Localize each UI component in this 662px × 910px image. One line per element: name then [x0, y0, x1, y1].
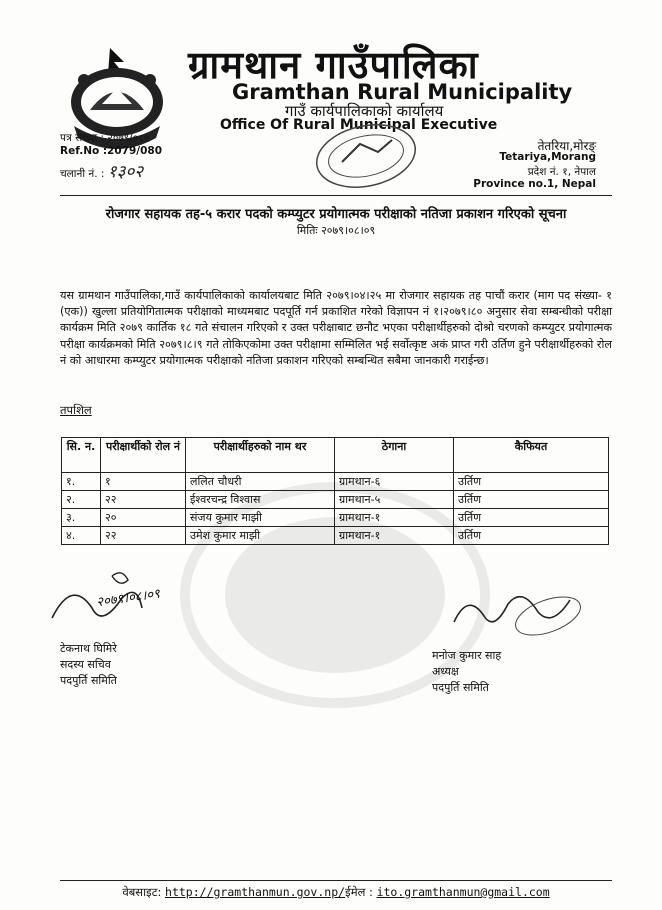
cell-address: ग्रामथान-६	[335, 473, 454, 491]
details-heading: तपशिल	[60, 403, 92, 417]
province-english: Province no.1, Nepal	[473, 178, 596, 190]
website-label: वेबसाइट:	[122, 885, 162, 899]
dispatch-number-handwritten: १३०२	[107, 162, 144, 182]
office-name-nepali: गाउँ कार्यपालिकाको कार्यालय	[285, 102, 444, 120]
footer-contact	[60, 885, 612, 900]
dispatch-number	[60, 159, 143, 182]
left-signatory-committee: पदपुर्ति समिति	[60, 674, 117, 687]
notice-subject: रोजगार सहायक तह-५ करार पदको कम्प्युटर प्रयोगात्मक परीक्षाको नतिजा प्रकाशन गरिएको सूचना	[105, 207, 567, 222]
province-nepali: प्रदेश नं. १, नेपाल	[527, 166, 596, 178]
reference-number: Ref.No :2079/080	[60, 145, 163, 157]
cell-serial: ४.	[62, 527, 101, 545]
column-header-name: परीक्षार्थीहरुको नाम थर	[186, 438, 335, 473]
left-signature-date: २०७९।०८।०९	[95, 586, 161, 611]
cell-serial: १.	[62, 473, 101, 491]
cell-remarks: उर्तिण	[454, 491, 609, 509]
cell-name: उमेश कुमार माझी	[186, 527, 335, 545]
municipality-name-nepali: ग्रामथान गाउँपालिका	[188, 42, 479, 87]
letter-number: पत्र संख्या : २०७९/०८०	[60, 132, 150, 144]
cell-serial: २.	[62, 491, 101, 509]
right-signatory-name: मनोज कुमार साह	[432, 649, 502, 662]
cell-remarks: उर्तिण	[454, 509, 609, 527]
right-signatory-committee: पदपुर्ति समिति	[432, 681, 489, 694]
address-english: Tetariya,Morang	[499, 151, 596, 163]
table-header-row	[62, 438, 609, 473]
right-signatory	[432, 648, 501, 696]
right-signature-scribble	[448, 582, 588, 646]
address-nepali: तेतरिया,मोरङ्	[537, 139, 596, 153]
table-row	[62, 473, 609, 491]
header-divider	[60, 195, 612, 196]
cell-remarks: उर्तिण	[454, 473, 609, 491]
email-label: ईमेल :	[345, 885, 373, 899]
dispatch-label: चलानी नं. :	[60, 168, 105, 180]
cell-roll: १	[101, 473, 186, 491]
office-stamp	[312, 122, 420, 190]
cell-roll: २२	[101, 491, 186, 509]
cell-name: ललित चौधरी	[186, 473, 335, 491]
notice-date: मितिः २०७९।०८।०९	[296, 224, 376, 237]
cell-roll: २२	[101, 527, 186, 545]
left-signatory-name: टेकनाथ घिमिरे	[60, 642, 117, 655]
office-name-english: Office Of Rural Municipal Executive	[220, 117, 498, 133]
municipality-name-english: Gramthan Rural Municipality	[232, 80, 573, 104]
cell-name: ईश्वरचन्द्र विश्वास	[186, 491, 335, 509]
cell-serial: ३.	[62, 509, 101, 527]
notice-body: यस ग्रामथान गाउँपालिका,गाउँ कार्यपालिकाको कार्यालयबाट मिति २०७९।०४।२५ मा रोजगार सहायक तह पाचौं करार (माग पद संख्या- १ (एक)) खुल्ला प्रतियोगितात्मक परीक्षाको माध्यमबाट पदपूर्ति गर्न प्रकाशित गरेको विज्ञापन नं १।२०७९।८० अनुसार सेवा सम्बन्धीको परीक्षा कार्यक्रम मिति २०७९ कार्तिक १८ गते संचालन गरिएको र उक्त परीक्षाबाट छनौट भएका परीक्षार्थीहरुको दोश्रो चरणको कम्प्युटर प्रयोगात्मक परीक्षा कार्यक्रमको मिति २०७९।८।९ गते तोकिएकोमा उक्त परीक्षामा सम्मिलित भई सर्वोत्कृष्ट अकं प्राप्त गरी उर्तिण हुने परीक्षार्थीहरुको रोल नं को आधारमा कम्प्युटर प्रयोगात्मक परीक्षाको नतिजा प्रकाशन गरिएको सम्बन्धित सबैमा जानकारी गराईन्छ।	[60, 289, 612, 367]
column-header-serial: सि. न.	[62, 438, 101, 473]
column-header-address: ठेगाना	[335, 438, 454, 473]
cell-address: ग्रामथान-१	[335, 509, 454, 527]
results-table	[61, 437, 609, 545]
column-header-remarks: कैफियत	[454, 438, 609, 473]
cell-name: संजय कुमार माझी	[186, 509, 335, 527]
cell-address: ग्रामथान-१	[335, 527, 454, 545]
footer-divider	[60, 880, 612, 881]
website-link[interactable]: http://gramthanmun.gov.np/	[165, 885, 346, 899]
table-row	[62, 527, 609, 545]
email-link[interactable]: ito.gramthanmun@gmail.com	[376, 885, 550, 899]
cell-remarks: उर्तिण	[454, 527, 609, 545]
right-signatory-role: अध्यक्ष	[432, 665, 459, 678]
left-signatory-role: सदस्य सचिव	[60, 658, 111, 671]
cell-roll: २०	[101, 509, 186, 527]
column-header-roll: परीक्षार्थीको रोल नं	[101, 438, 186, 473]
table-row	[62, 509, 609, 527]
cell-address: ग्रामथान-५	[335, 491, 454, 509]
left-signatory	[60, 641, 117, 689]
table-row	[62, 491, 609, 509]
